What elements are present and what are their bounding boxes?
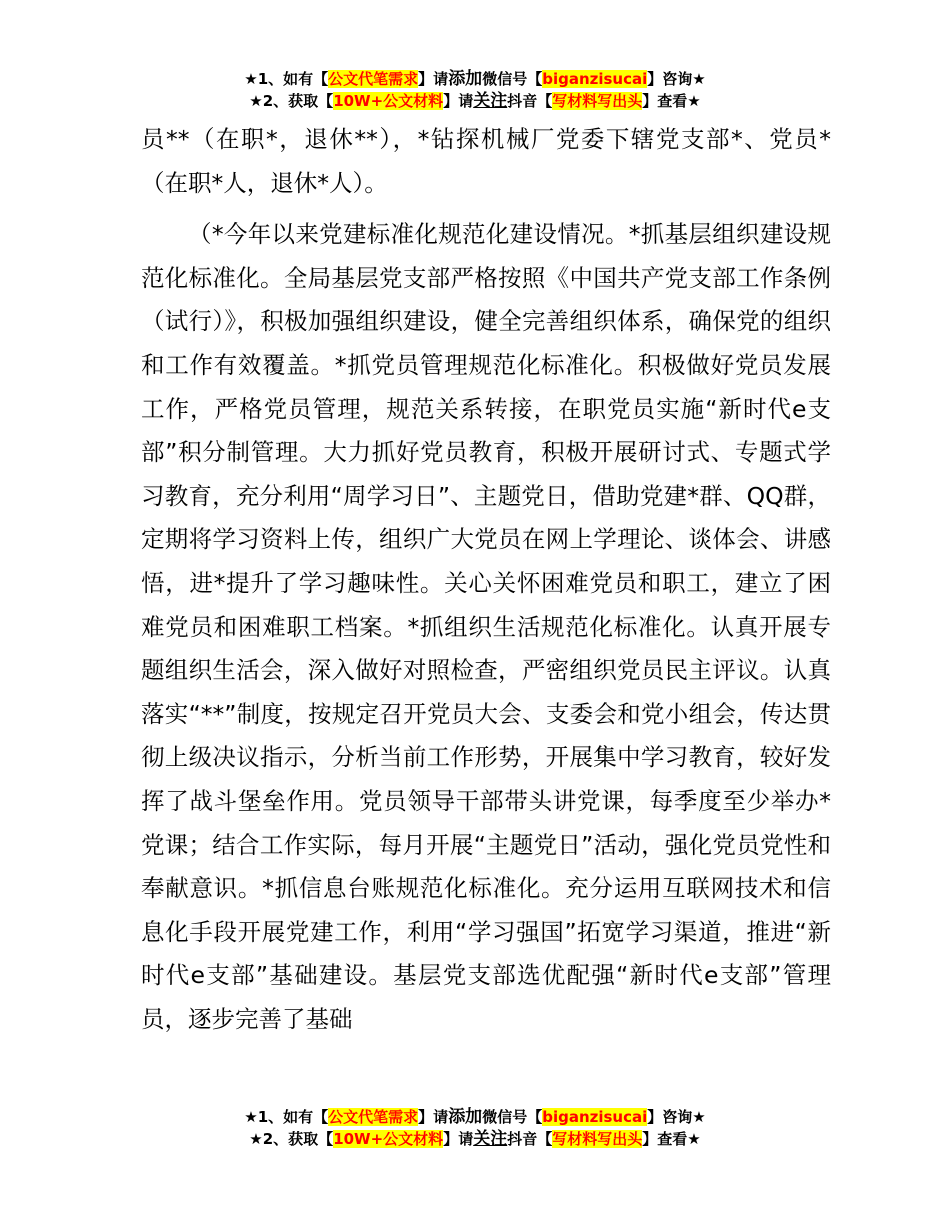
banner-line-1	[0, 68, 950, 90]
highlight-wechat-id: biganzisucai	[542, 1108, 648, 1126]
highlight-materials: 10W+公文材料	[333, 1130, 444, 1148]
highlight-service: 公文代笔需求	[328, 1108, 419, 1126]
footer-banner	[0, 1106, 950, 1150]
banner-text: ★1、如有【	[244, 1108, 329, 1126]
banner-text: 抖音【	[507, 1130, 553, 1148]
banner-text: 微信号【	[482, 70, 543, 88]
banner-text: 】请	[443, 92, 474, 110]
banner-text: 】咨询★	[647, 70, 706, 88]
highlight-materials: 10W+公文材料	[333, 92, 444, 110]
banner-line-1	[0, 1106, 950, 1128]
banner-text: ★1、如有【	[244, 70, 329, 88]
document-body	[141, 118, 831, 1041]
highlight-douyin: 写材料写出头	[552, 92, 643, 110]
paragraph-main: （*今年以来党建标准化规范化建设情况。*抓基层组织建设规范化标准化。全局基层党支部严格按照《中国共产党支部工作条例（试行）》，积极加强组织建设，健全完善组织体系，确保党的组织和工作有效覆盖。*抓党员管理规范化标准化。积极做好党员发展工作，严格党员管理，规范关系转接，在职党员实施“新时代e支部”积分制管理。大力抓好党员教育，积极开展研讨式、专题式学习教育，充分利用“周学习日”、主题党日，借助党建*群、QQ群，定期将学习资料上传，组织广大党员在网上学理论、谈体会、讲感悟，进*提升了学习趣味性。关心关怀困难党员和职工，建立了困难党员和困难职工档案。*抓组织生活规范化标准化。认真开展专题组织生活会，深入做好对照检查，严密组织党员民主评议。认真落实“**”制度，按规定召开党员大会、支委会和党小组会，传达贯彻上级决议指示，分析当前工作形势，开展集中学习教育，较好发挥了战斗堡垒作用。党员领导干部带头讲党课，每季度至少举办*党课；结合工作实际，每月开展“主题党日”活动，强化党员党性和奉献意识。*抓信息台账规范化标准化。充分运用互联网技术和信息化手段开展党建工作，利用“学习强国”拓宽学习渠道，推进“新时代e支部”基础建设。基层党支部选优配强“新时代e支部”管理员，逐步完善了基础	[141, 220, 831, 1033]
paragraph-continuation: 员**（在职*，退休**），*钻探机械厂党委下辖党支部*、党员*（在职*人，退休*人）。	[141, 125, 831, 197]
banner-text: ★2、获取【	[249, 92, 334, 110]
banner-emphasis: 关注	[473, 1129, 508, 1149]
highlight-service: 公文代笔需求	[328, 70, 419, 88]
banner-text: 】请	[443, 1130, 474, 1148]
banner-emphasis: 关注	[473, 91, 508, 111]
banner-emphasis: 添加	[448, 69, 483, 89]
banner-text: 抖音【	[507, 92, 553, 110]
banner-emphasis: 添加	[448, 1107, 483, 1127]
banner-text: 】请	[418, 70, 449, 88]
banner-line-2	[0, 90, 950, 112]
banner-text: 】查看★	[642, 1130, 701, 1148]
banner-text: 微信号【	[482, 1108, 543, 1126]
banner-text: ★2、获取【	[249, 1130, 334, 1148]
banner-text: 】查看★	[642, 92, 701, 110]
banner-text: 】咨询★	[647, 1108, 706, 1126]
highlight-wechat-id: biganzisucai	[542, 70, 648, 88]
banner-text: 】请	[418, 1108, 449, 1126]
banner-line-2	[0, 1128, 950, 1150]
header-banner	[0, 68, 950, 112]
highlight-douyin: 写材料写出头	[552, 1130, 643, 1148]
